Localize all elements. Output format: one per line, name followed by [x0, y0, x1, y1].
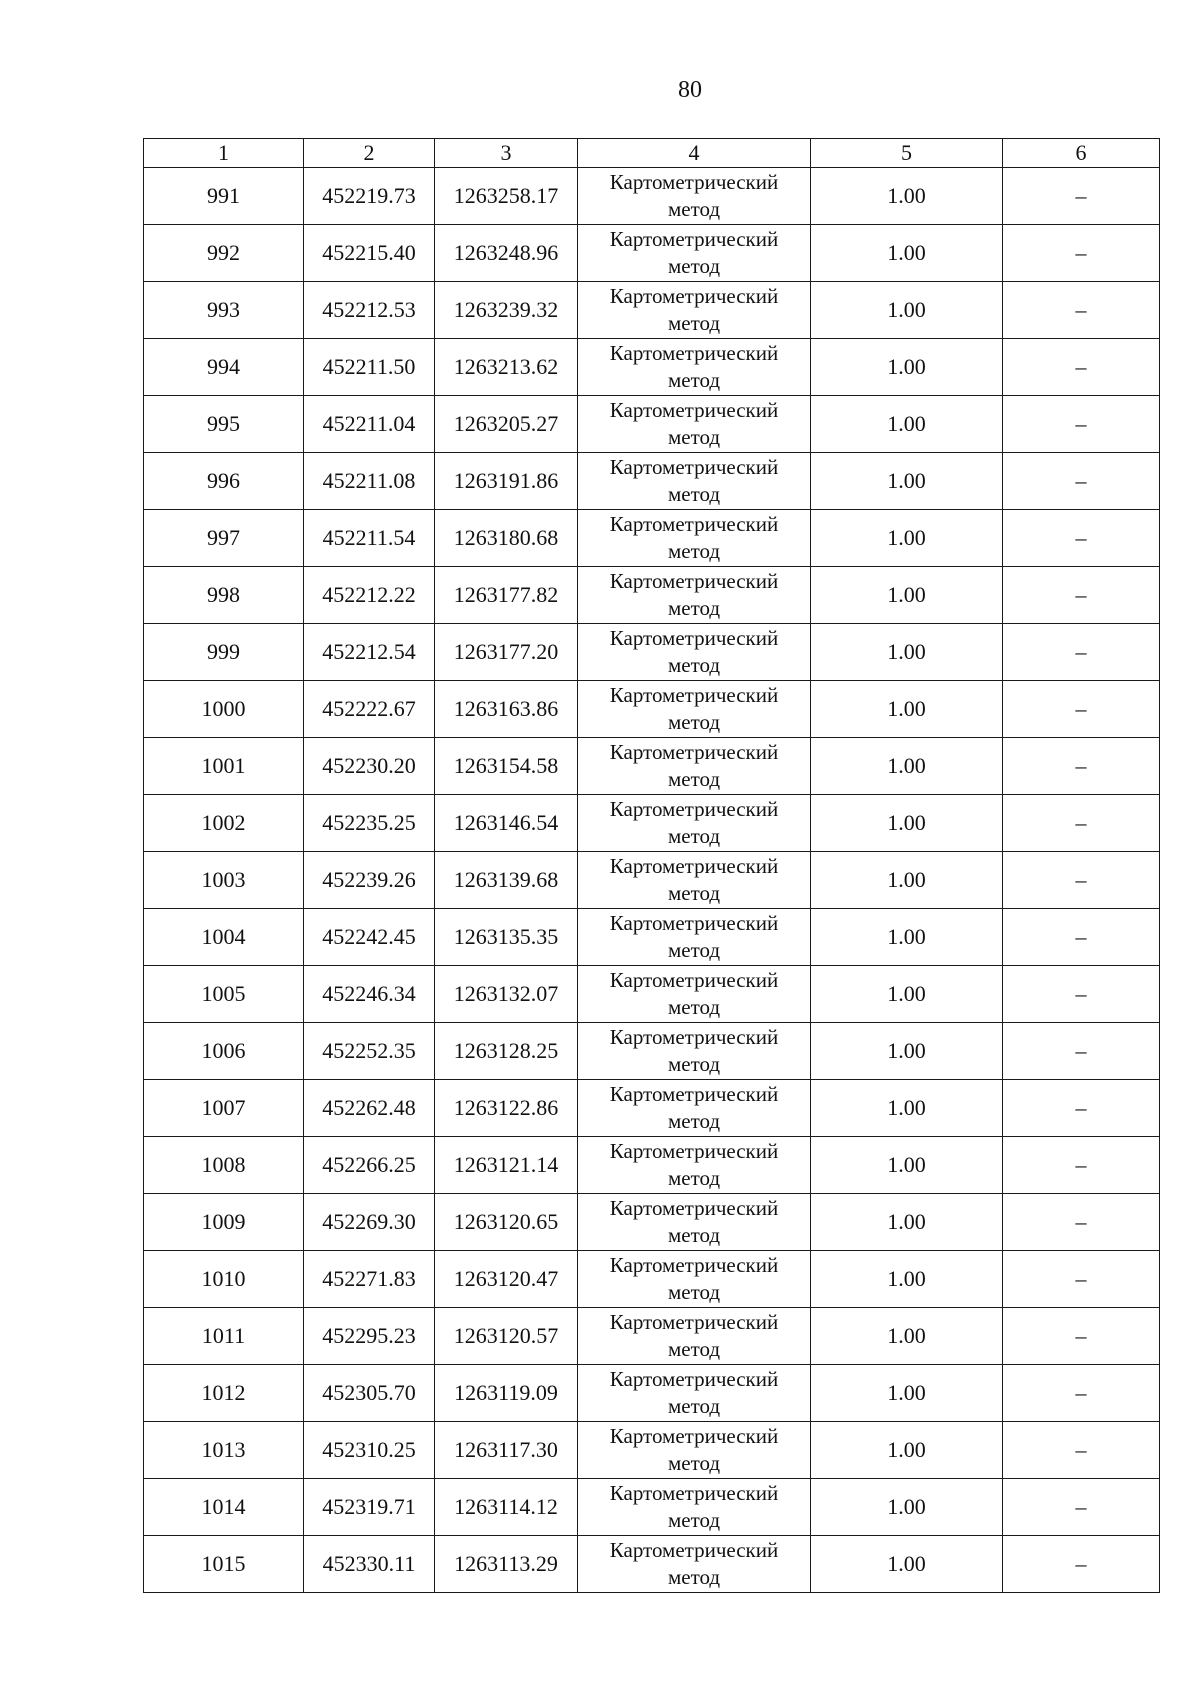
- note-cell: –: [1003, 1422, 1160, 1479]
- point-number-cell: 1003: [144, 852, 304, 909]
- table-body: [144, 168, 1160, 1593]
- method-line-1: Картометрический: [609, 1538, 779, 1562]
- method-line-2: метод: [667, 197, 721, 221]
- note-cell: –: [1003, 282, 1160, 339]
- point-number-cell: 993: [144, 282, 304, 339]
- method-cell: [578, 567, 811, 624]
- accuracy-cell: 1.00: [811, 795, 1003, 852]
- method-line-1: Картометрический: [609, 569, 779, 593]
- x-coordinate-cell: 452246.34: [304, 966, 435, 1023]
- point-number-cell: 1010: [144, 1251, 304, 1308]
- page-number: 80: [678, 77, 702, 103]
- point-number-cell: 1015: [144, 1536, 304, 1593]
- method-line-2: метод: [667, 425, 721, 449]
- method-line-1: Картометрический: [609, 911, 779, 935]
- accuracy-cell: 1.00: [811, 966, 1003, 1023]
- accuracy-cell: 1.00: [811, 909, 1003, 966]
- coordinates-table: [143, 138, 1160, 1593]
- header-cell-6: 6: [1003, 139, 1160, 168]
- table-row: [144, 453, 1160, 510]
- note-cell: –: [1003, 1308, 1160, 1365]
- method-cell: [578, 1479, 811, 1536]
- accuracy-cell: 1.00: [811, 396, 1003, 453]
- x-coordinate-cell: 452239.26: [304, 852, 435, 909]
- method-cell: [578, 795, 811, 852]
- note-cell: –: [1003, 1251, 1160, 1308]
- y-coordinate-cell: 1263121.14: [435, 1137, 578, 1194]
- method-line-1: Картометрический: [609, 398, 779, 422]
- point-number-cell: 991: [144, 168, 304, 225]
- point-number-cell: 1007: [144, 1080, 304, 1137]
- x-coordinate-cell: 452235.25: [304, 795, 435, 852]
- y-coordinate-cell: 1263113.29: [435, 1536, 578, 1593]
- table-row: [144, 681, 1160, 738]
- accuracy-cell: 1.00: [811, 168, 1003, 225]
- method-line-2: метод: [667, 1451, 721, 1475]
- note-cell: –: [1003, 510, 1160, 567]
- y-coordinate-cell: 1263248.96: [435, 225, 578, 282]
- method-cell: [578, 1422, 811, 1479]
- y-coordinate-cell: 1263239.32: [435, 282, 578, 339]
- table-row: [144, 966, 1160, 1023]
- point-number-cell: 992: [144, 225, 304, 282]
- table-row: [144, 1080, 1160, 1137]
- table-row: [144, 1479, 1160, 1536]
- accuracy-cell: 1.00: [811, 1308, 1003, 1365]
- method-cell: [578, 738, 811, 795]
- x-coordinate-cell: 452242.45: [304, 909, 435, 966]
- method-cell: [578, 624, 811, 681]
- y-coordinate-cell: 1263132.07: [435, 966, 578, 1023]
- table-row: [144, 225, 1160, 282]
- note-cell: –: [1003, 225, 1160, 282]
- method-line-1: Картометрический: [609, 227, 779, 251]
- method-line-2: метод: [667, 1508, 721, 1532]
- method-line-2: метод: [667, 1565, 721, 1589]
- note-cell: –: [1003, 1194, 1160, 1251]
- y-coordinate-cell: 1263191.86: [435, 453, 578, 510]
- point-number-cell: 996: [144, 453, 304, 510]
- method-line-2: метод: [667, 881, 721, 905]
- accuracy-cell: 1.00: [811, 1365, 1003, 1422]
- y-coordinate-cell: 1263163.86: [435, 681, 578, 738]
- accuracy-cell: 1.00: [811, 1251, 1003, 1308]
- x-coordinate-cell: 452211.50: [304, 339, 435, 396]
- note-cell: –: [1003, 567, 1160, 624]
- x-coordinate-cell: 452211.54: [304, 510, 435, 567]
- note-cell: –: [1003, 795, 1160, 852]
- note-cell: –: [1003, 852, 1160, 909]
- x-coordinate-cell: 452212.22: [304, 567, 435, 624]
- accuracy-cell: 1.00: [811, 1137, 1003, 1194]
- point-number-cell: 1000: [144, 681, 304, 738]
- accuracy-cell: 1.00: [811, 1023, 1003, 1080]
- note-cell: –: [1003, 1536, 1160, 1593]
- method-cell: [578, 1137, 811, 1194]
- note-cell: –: [1003, 1080, 1160, 1137]
- x-coordinate-cell: 452211.04: [304, 396, 435, 453]
- y-coordinate-cell: 1263135.35: [435, 909, 578, 966]
- point-number-cell: 995: [144, 396, 304, 453]
- method-line-2: метод: [667, 254, 721, 278]
- method-line-1: Картометрический: [609, 797, 779, 821]
- method-line-1: Картометрический: [609, 1253, 779, 1277]
- point-number-cell: 1011: [144, 1308, 304, 1365]
- point-number-cell: 998: [144, 567, 304, 624]
- table-row: [144, 510, 1160, 567]
- point-number-cell: 1005: [144, 966, 304, 1023]
- accuracy-cell: 1.00: [811, 1080, 1003, 1137]
- table-row: [144, 1251, 1160, 1308]
- y-coordinate-cell: 1263122.86: [435, 1080, 578, 1137]
- method-line-1: Картометрический: [609, 968, 779, 992]
- y-coordinate-cell: 1263120.57: [435, 1308, 578, 1365]
- method-line-2: метод: [667, 1052, 721, 1076]
- method-line-2: метод: [667, 938, 721, 962]
- method-line-2: метод: [667, 767, 721, 791]
- note-cell: –: [1003, 966, 1160, 1023]
- x-coordinate-cell: 452212.54: [304, 624, 435, 681]
- point-number-cell: 1004: [144, 909, 304, 966]
- method-line-2: метод: [667, 1337, 721, 1361]
- table-row: [144, 1023, 1160, 1080]
- x-coordinate-cell: 452295.23: [304, 1308, 435, 1365]
- method-line-1: Картометрический: [609, 1025, 779, 1049]
- x-coordinate-cell: 452271.83: [304, 1251, 435, 1308]
- method-line-2: метод: [667, 1109, 721, 1133]
- y-coordinate-cell: 1263120.65: [435, 1194, 578, 1251]
- method-line-1: Картометрический: [609, 1139, 779, 1163]
- table-row: [144, 624, 1160, 681]
- note-cell: –: [1003, 1023, 1160, 1080]
- point-number-cell: 1013: [144, 1422, 304, 1479]
- method-line-1: Картометрический: [609, 341, 779, 365]
- table-row: [144, 1422, 1160, 1479]
- point-number-cell: 1014: [144, 1479, 304, 1536]
- x-coordinate-cell: 452219.73: [304, 168, 435, 225]
- note-cell: –: [1003, 1479, 1160, 1536]
- accuracy-cell: 1.00: [811, 1422, 1003, 1479]
- method-cell: [578, 852, 811, 909]
- method-line-1: Картометрический: [609, 1481, 779, 1505]
- method-cell: [578, 966, 811, 1023]
- y-coordinate-cell: 1263213.62: [435, 339, 578, 396]
- accuracy-cell: 1.00: [811, 510, 1003, 567]
- method-line-1: Картометрический: [609, 1196, 779, 1220]
- y-coordinate-cell: 1263120.47: [435, 1251, 578, 1308]
- table-row: [144, 396, 1160, 453]
- note-cell: –: [1003, 396, 1160, 453]
- accuracy-cell: 1.00: [811, 282, 1003, 339]
- method-line-2: метод: [667, 311, 721, 335]
- accuracy-cell: 1.00: [811, 225, 1003, 282]
- accuracy-cell: 1.00: [811, 339, 1003, 396]
- y-coordinate-cell: 1263154.58: [435, 738, 578, 795]
- note-cell: –: [1003, 624, 1160, 681]
- y-coordinate-cell: 1263114.12: [435, 1479, 578, 1536]
- x-coordinate-cell: 452212.53: [304, 282, 435, 339]
- method-cell: [578, 1308, 811, 1365]
- method-line-1: Картометрический: [609, 1424, 779, 1448]
- point-number-cell: 999: [144, 624, 304, 681]
- x-coordinate-cell: 452252.35: [304, 1023, 435, 1080]
- table-row: [144, 852, 1160, 909]
- table-row: [144, 909, 1160, 966]
- method-line-1: Картометрический: [609, 170, 779, 194]
- point-number-cell: 997: [144, 510, 304, 567]
- method-line-2: метод: [667, 368, 721, 392]
- method-line-1: Картометрический: [609, 1367, 779, 1391]
- point-number-cell: 1002: [144, 795, 304, 852]
- x-coordinate-cell: 452215.40: [304, 225, 435, 282]
- note-cell: –: [1003, 168, 1160, 225]
- y-coordinate-cell: 1263128.25: [435, 1023, 578, 1080]
- method-cell: [578, 453, 811, 510]
- point-number-cell: 1006: [144, 1023, 304, 1080]
- point-number-cell: 1008: [144, 1137, 304, 1194]
- method-line-2: метод: [667, 539, 721, 563]
- method-line-2: метод: [667, 1223, 721, 1247]
- accuracy-cell: 1.00: [811, 624, 1003, 681]
- method-cell: [578, 1536, 811, 1593]
- y-coordinate-cell: 1263258.17: [435, 168, 578, 225]
- x-coordinate-cell: 452269.30: [304, 1194, 435, 1251]
- method-line-1: Картометрический: [609, 512, 779, 536]
- accuracy-cell: 1.00: [811, 453, 1003, 510]
- method-line-2: метод: [667, 710, 721, 734]
- accuracy-cell: 1.00: [811, 681, 1003, 738]
- point-number-cell: 1001: [144, 738, 304, 795]
- method-line-2: метод: [667, 596, 721, 620]
- method-line-2: метод: [667, 653, 721, 677]
- header-cell-1: 1: [144, 139, 304, 168]
- x-coordinate-cell: 452305.70: [304, 1365, 435, 1422]
- method-cell: [578, 282, 811, 339]
- method-line-1: Картометрический: [609, 854, 779, 878]
- accuracy-cell: 1.00: [811, 852, 1003, 909]
- method-cell: [578, 225, 811, 282]
- table-row: [144, 339, 1160, 396]
- accuracy-cell: 1.00: [811, 1479, 1003, 1536]
- method-cell: [578, 396, 811, 453]
- note-cell: –: [1003, 1365, 1160, 1422]
- x-coordinate-cell: 452330.11: [304, 1536, 435, 1593]
- method-cell: [578, 510, 811, 567]
- y-coordinate-cell: 1263139.68: [435, 852, 578, 909]
- note-cell: –: [1003, 453, 1160, 510]
- header-cell-3: 3: [435, 139, 578, 168]
- method-line-2: метод: [667, 1166, 721, 1190]
- table-row: [144, 1536, 1160, 1593]
- method-line-1: Картометрический: [609, 1310, 779, 1334]
- method-line-2: метод: [667, 482, 721, 506]
- x-coordinate-cell: 452319.71: [304, 1479, 435, 1536]
- method-line-1: Картометрический: [609, 455, 779, 479]
- accuracy-cell: 1.00: [811, 738, 1003, 795]
- method-line-2: метод: [667, 995, 721, 1019]
- table-row: [144, 1137, 1160, 1194]
- table-row: [144, 282, 1160, 339]
- header-cell-2: 2: [304, 139, 435, 168]
- note-cell: –: [1003, 339, 1160, 396]
- y-coordinate-cell: 1263146.54: [435, 795, 578, 852]
- method-cell: [578, 1194, 811, 1251]
- y-coordinate-cell: 1263117.30: [435, 1422, 578, 1479]
- header-cell-4: 4: [578, 139, 811, 168]
- table-header: [144, 139, 1160, 168]
- method-cell: [578, 168, 811, 225]
- method-cell: [578, 909, 811, 966]
- accuracy-cell: 1.00: [811, 567, 1003, 624]
- table-row: [144, 1308, 1160, 1365]
- y-coordinate-cell: 1263177.20: [435, 624, 578, 681]
- y-coordinate-cell: 1263177.82: [435, 567, 578, 624]
- header-cell-5: 5: [811, 139, 1003, 168]
- method-line-1: Картометрический: [609, 284, 779, 308]
- note-cell: –: [1003, 909, 1160, 966]
- method-cell: [578, 1023, 811, 1080]
- point-number-cell: 1012: [144, 1365, 304, 1422]
- table-row: [144, 795, 1160, 852]
- method-line-1: Картометрический: [609, 740, 779, 764]
- accuracy-cell: 1.00: [811, 1194, 1003, 1251]
- method-cell: [578, 1251, 811, 1308]
- x-coordinate-cell: 452211.08: [304, 453, 435, 510]
- method-line-2: метод: [667, 824, 721, 848]
- note-cell: –: [1003, 1137, 1160, 1194]
- method-cell: [578, 1365, 811, 1422]
- y-coordinate-cell: 1263180.68: [435, 510, 578, 567]
- x-coordinate-cell: 452262.48: [304, 1080, 435, 1137]
- x-coordinate-cell: 452230.20: [304, 738, 435, 795]
- table-row: [144, 738, 1160, 795]
- method-cell: [578, 681, 811, 738]
- method-line-2: метод: [667, 1280, 721, 1304]
- y-coordinate-cell: 1263119.09: [435, 1365, 578, 1422]
- point-number-cell: 1009: [144, 1194, 304, 1251]
- method-line-1: Картометрический: [609, 626, 779, 650]
- method-line-1: Картометрический: [609, 683, 779, 707]
- method-line-1: Картометрический: [609, 1082, 779, 1106]
- header-row: [144, 139, 1160, 168]
- method-line-2: метод: [667, 1394, 721, 1418]
- table-row: [144, 168, 1160, 225]
- method-cell: [578, 339, 811, 396]
- accuracy-cell: 1.00: [811, 1536, 1003, 1593]
- y-coordinate-cell: 1263205.27: [435, 396, 578, 453]
- point-number-cell: 994: [144, 339, 304, 396]
- note-cell: –: [1003, 738, 1160, 795]
- note-cell: –: [1003, 681, 1160, 738]
- method-cell: [578, 1080, 811, 1137]
- x-coordinate-cell: 452222.67: [304, 681, 435, 738]
- table-row: [144, 567, 1160, 624]
- table-row: [144, 1365, 1160, 1422]
- x-coordinate-cell: 452266.25: [304, 1137, 435, 1194]
- table-row: [144, 1194, 1160, 1251]
- x-coordinate-cell: 452310.25: [304, 1422, 435, 1479]
